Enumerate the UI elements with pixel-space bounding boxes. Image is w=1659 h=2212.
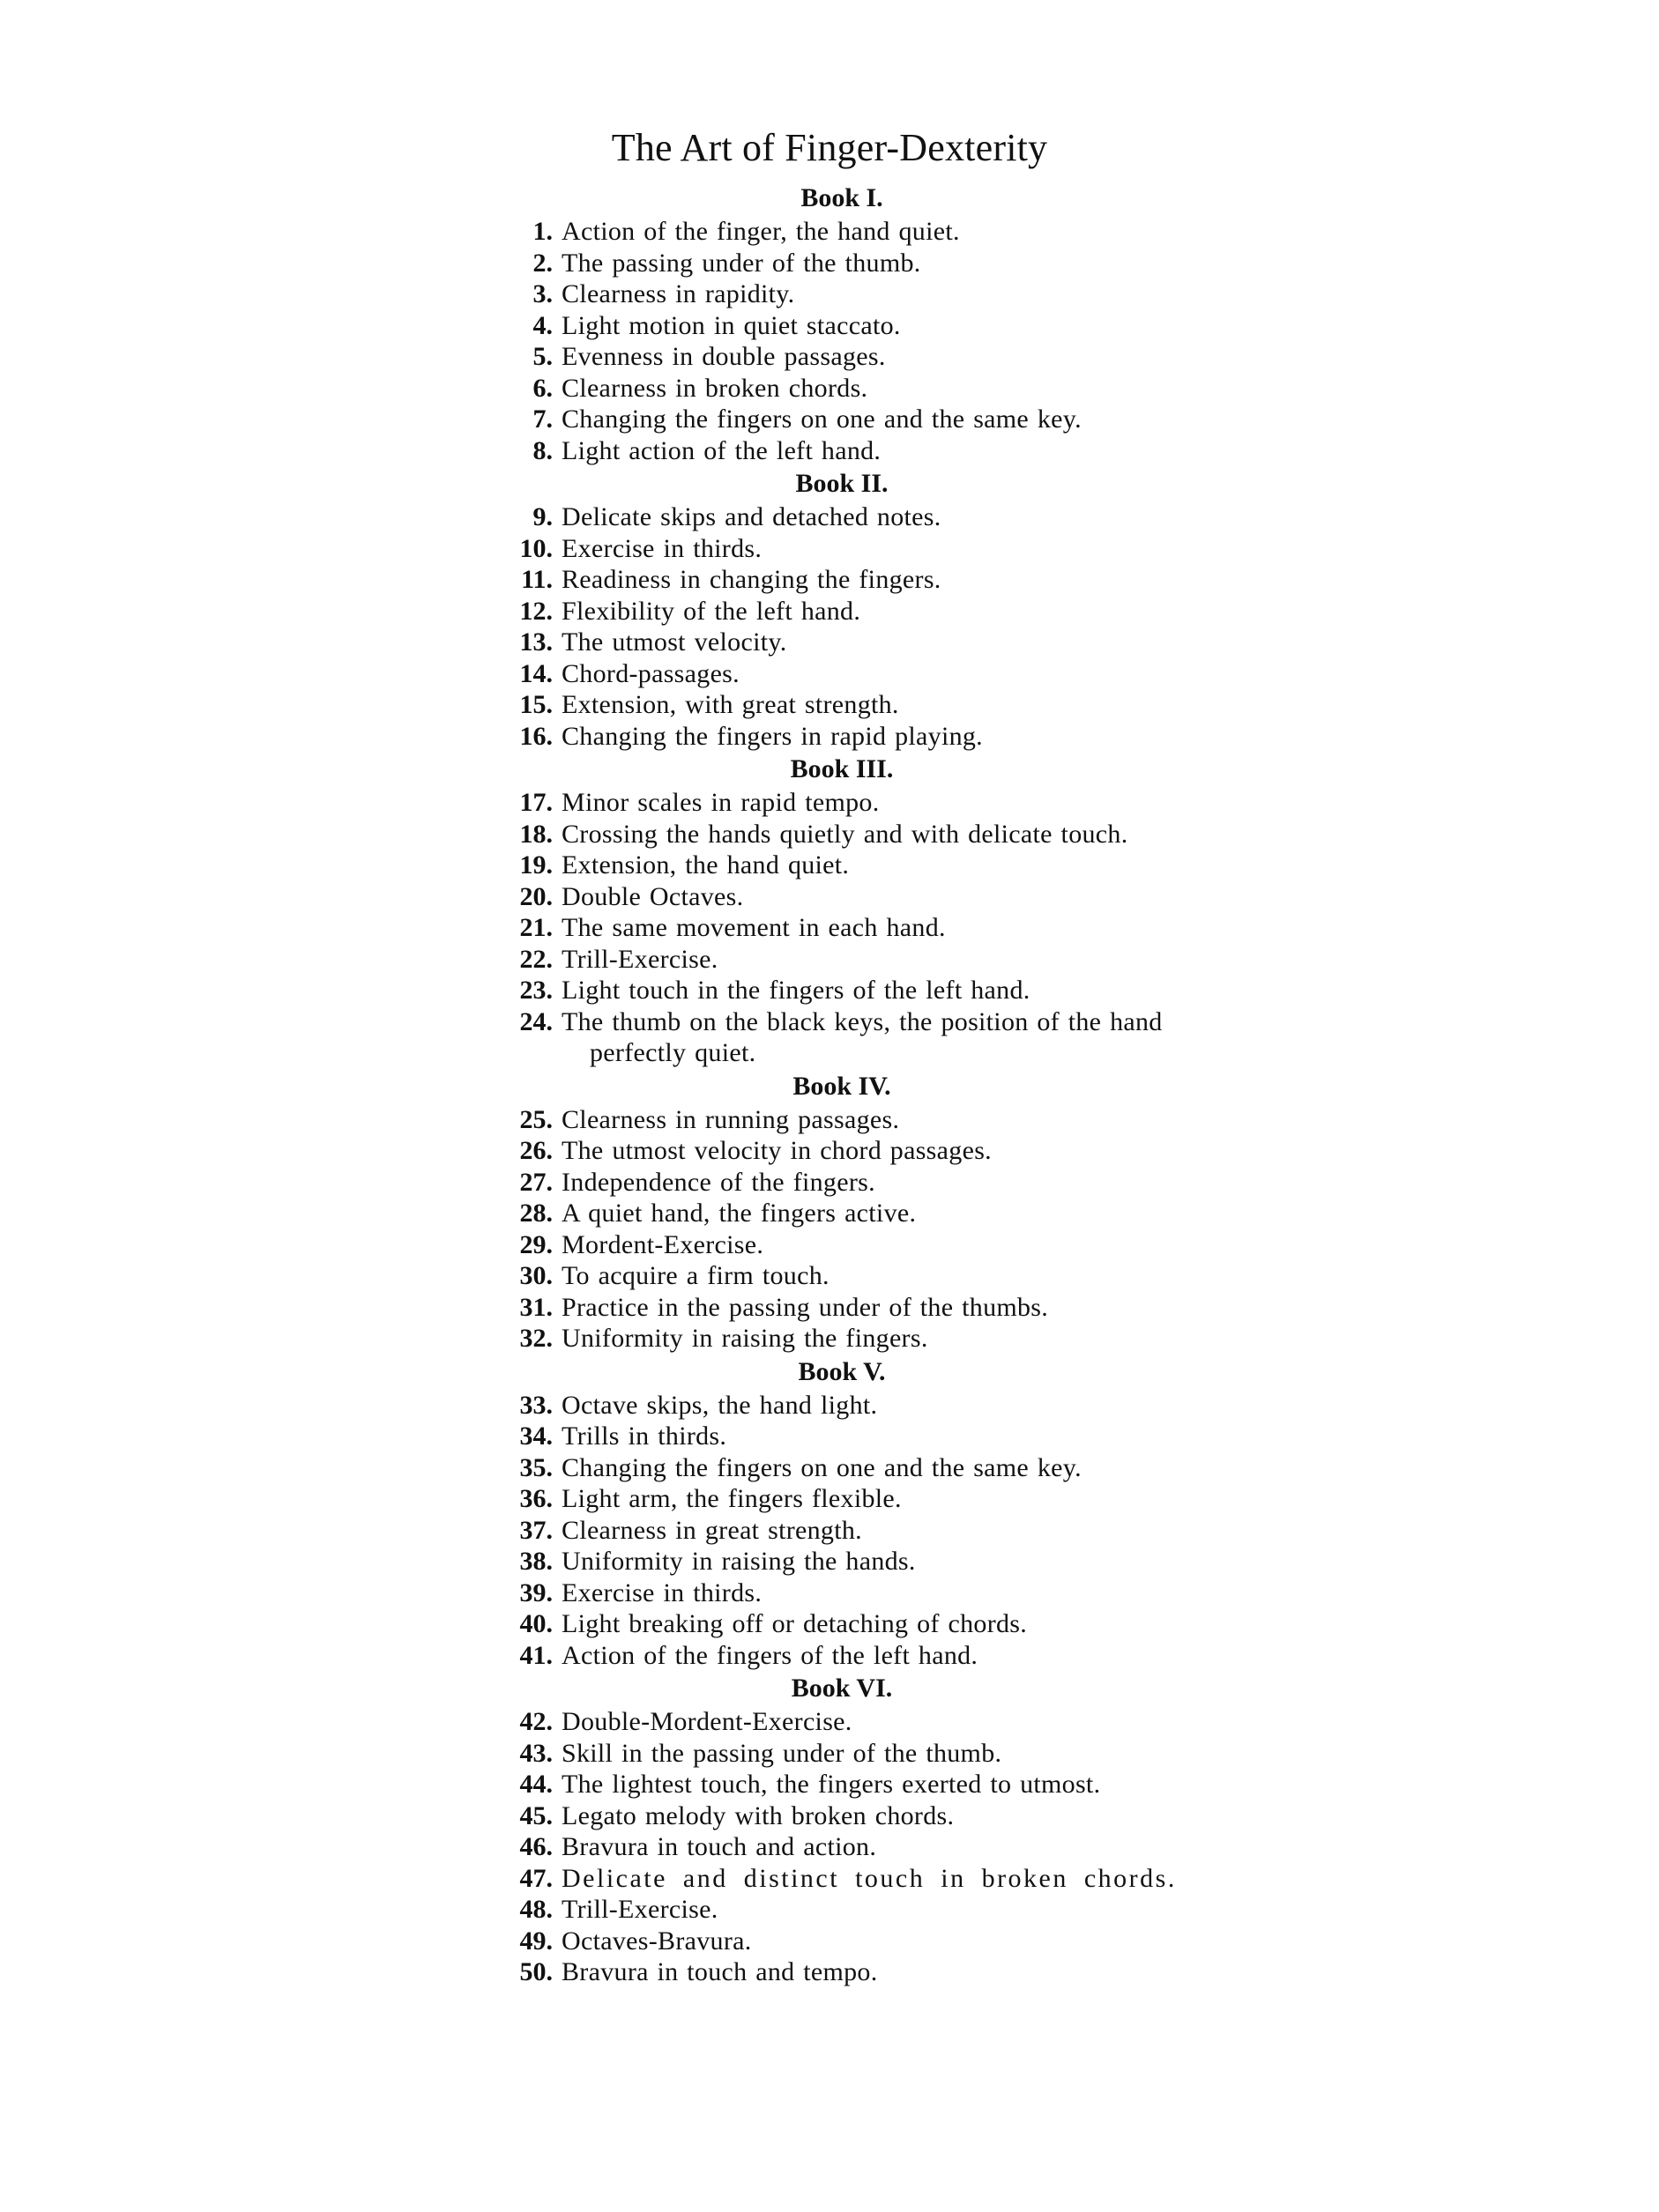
item-text: Minor scales in rapid tempo. — [562, 788, 880, 817]
item-text: Legato melody with broken chords. — [562, 1800, 955, 1830]
item-text: Uniformity in raising the hands. — [562, 1547, 916, 1576]
item-number: 25. — [519, 1104, 553, 1134]
list-item — [498, 435, 1186, 467]
item-text: Crossing the hands quietly and with delicate touch. — [562, 819, 1128, 849]
item-text: The passing under of the thumb. — [562, 248, 921, 278]
book-heading: Book II. — [795, 469, 889, 498]
item-text: Uniformity in raising the fingers. — [562, 1324, 928, 1353]
item-text: Action of the fingers of the left hand. — [562, 1640, 978, 1670]
item-text: To acquire a firm touch. — [562, 1261, 830, 1290]
list-item — [498, 278, 1186, 310]
item-number: 2. — [532, 248, 553, 278]
item-number: 33. — [519, 1390, 553, 1420]
list-item — [498, 1229, 1186, 1261]
list-item — [498, 850, 1186, 881]
item-number: 28. — [519, 1199, 553, 1228]
item-text: Clearness in running passages. — [562, 1104, 900, 1134]
item-number: 24. — [519, 1006, 553, 1036]
item-text: Delicate skips and detached notes. — [562, 502, 941, 531]
item-number: 17. — [519, 788, 553, 817]
item-text: Skill in the passing under of the thumb. — [562, 1738, 1002, 1768]
item-text: Chord-passages. — [562, 658, 740, 688]
item-text: Trill-Exercise. — [562, 944, 718, 974]
list-item — [498, 1135, 1186, 1167]
list-item — [498, 1769, 1186, 1800]
item-number: 27. — [519, 1167, 553, 1197]
list-item — [498, 596, 1186, 627]
item-text: Readiness in changing the fingers. — [562, 565, 941, 594]
item-text: Octaves-Bravura. — [562, 1926, 752, 1956]
item-number: 9. — [532, 502, 553, 531]
item-number: 46. — [519, 1832, 553, 1861]
item-number: 29. — [519, 1229, 553, 1259]
list-item — [498, 216, 1186, 248]
item-number: 23. — [519, 976, 553, 1005]
list-item — [498, 721, 1186, 753]
item-text: Flexibility of the left hand. — [562, 596, 861, 626]
item-number: 41. — [519, 1640, 553, 1670]
item-text: Octave skips, the hand light. — [562, 1390, 878, 1420]
item-text: Delicate and distinct touch in broken chords. — [562, 1863, 1177, 1893]
item-text: A quiet hand, the fingers active. — [562, 1199, 917, 1228]
list-item — [498, 533, 1186, 565]
item-text: Clearness in great strength. — [562, 1515, 862, 1545]
item-text: Changing the fingers on one and the same key. — [562, 1452, 1082, 1482]
item-text: Light touch in the fingers of the left hand. — [562, 976, 1030, 1005]
item-number: 50. — [519, 1957, 553, 1986]
item-number: 7. — [532, 405, 553, 434]
table-of-contents — [498, 181, 1186, 1988]
item-number: 3. — [532, 279, 553, 308]
item-text: Mordent-Exercise. — [562, 1229, 764, 1259]
item-number: 14. — [519, 658, 553, 688]
item-number: 11. — [521, 565, 553, 594]
item-number: 39. — [519, 1577, 553, 1607]
list-item — [498, 1515, 1186, 1547]
list-item — [498, 1956, 1186, 1988]
item-number: 10. — [519, 533, 553, 563]
list-item — [498, 1104, 1186, 1136]
item-text: Light arm, the fingers flexible. — [562, 1484, 902, 1513]
item-number: 26. — [519, 1136, 553, 1165]
item-text: Exercise in thirds. — [562, 533, 763, 563]
item-number: 48. — [519, 1895, 553, 1924]
item-number: 38. — [519, 1547, 553, 1576]
item-number: 21. — [519, 913, 553, 942]
page-title: The Art of Finger-Dexterity — [611, 126, 1048, 169]
item-number: 13. — [519, 627, 553, 657]
item-text: The same movement in each hand. — [562, 913, 946, 942]
list-item — [498, 1452, 1186, 1484]
item-number: 20. — [519, 881, 553, 911]
list-item — [498, 1926, 1186, 1957]
item-number: 47. — [519, 1863, 553, 1893]
item-text: Bravura in touch and tempo. — [562, 1957, 878, 1986]
list-item — [498, 373, 1186, 405]
item-number: 45. — [519, 1800, 553, 1830]
book-heading: Book I. — [800, 183, 883, 212]
item-text: Trill-Exercise. — [562, 1895, 718, 1924]
list-item — [498, 1292, 1186, 1324]
item-number: 8. — [532, 435, 553, 465]
list-item — [498, 1831, 1186, 1863]
item-text: The utmost velocity. — [562, 627, 787, 657]
list-item — [498, 310, 1186, 342]
item-text: The utmost velocity in chord passages. — [562, 1136, 992, 1165]
list-item — [498, 501, 1186, 533]
item-text: Exercise in thirds. — [562, 1577, 763, 1607]
list-item — [498, 819, 1186, 850]
list-item — [498, 341, 1186, 373]
item-number: 35. — [519, 1452, 553, 1482]
item-text: Trills in thirds. — [562, 1421, 727, 1451]
item-text: Clearness in rapidity. — [562, 279, 795, 308]
list-item — [498, 564, 1186, 596]
list-item — [498, 1608, 1186, 1640]
item-text: The thumb on the black keys, the position of the hand perfectly quiet. — [562, 1006, 1163, 1067]
item-text: The lightest touch, the fingers exerted to utmost. — [562, 1770, 1101, 1799]
list-item — [498, 1198, 1186, 1229]
list-item — [498, 1323, 1186, 1355]
list-item — [498, 912, 1186, 944]
item-text: Independence of the fingers. — [562, 1167, 875, 1197]
item-number: 30. — [519, 1261, 553, 1290]
item-text: Clearness in broken chords. — [562, 373, 868, 403]
item-number: 42. — [519, 1707, 553, 1736]
list-item — [498, 404, 1186, 435]
item-text: Extension, the hand quiet. — [562, 850, 850, 880]
item-number: 15. — [519, 690, 553, 719]
item-text: Double Octaves. — [562, 881, 744, 911]
item-number: 43. — [519, 1738, 553, 1768]
list-item — [498, 1006, 1186, 1069]
item-number: 32. — [519, 1324, 553, 1353]
list-item — [498, 787, 1186, 819]
item-number: 49. — [519, 1926, 553, 1956]
item-number: 31. — [519, 1292, 553, 1322]
item-number: 34. — [519, 1421, 553, 1451]
list-item — [498, 1706, 1186, 1738]
item-number: 19. — [519, 850, 553, 880]
list-item — [498, 1167, 1186, 1199]
item-number: 37. — [519, 1515, 553, 1545]
item-text: Light action of the left hand. — [562, 435, 882, 465]
item-number: 44. — [519, 1770, 553, 1799]
list-item — [498, 1894, 1186, 1926]
list-item — [498, 248, 1186, 279]
list-item — [498, 1800, 1186, 1832]
book-heading: Book III. — [790, 754, 894, 783]
item-text: Evenness in double passages. — [562, 342, 886, 371]
list-item — [498, 1546, 1186, 1577]
item-number: 4. — [532, 310, 553, 340]
item-text: Changing the fingers in rapid playing. — [562, 721, 983, 751]
item-text: Changing the fingers on one and the same key. — [562, 405, 1082, 434]
item-text: Practice in the passing under of the thumbs. — [562, 1292, 1049, 1322]
item-number: 5. — [532, 342, 553, 371]
list-item — [498, 1390, 1186, 1421]
book-heading: Book IV. — [792, 1071, 891, 1101]
item-number: 22. — [519, 944, 553, 974]
item-text: Action of the finger, the hand quiet. — [562, 217, 960, 246]
list-item — [498, 1421, 1186, 1452]
list-item — [498, 975, 1186, 1006]
item-text: Extension, with great strength. — [562, 690, 899, 719]
item-number: 12. — [519, 596, 553, 626]
item-text: Light motion in quiet staccato. — [562, 310, 901, 340]
book-heading: Book V. — [798, 1356, 886, 1386]
list-item — [498, 881, 1186, 913]
list-item — [498, 658, 1186, 690]
list-item — [498, 627, 1186, 658]
item-number: 36. — [519, 1484, 553, 1513]
item-number: 1. — [532, 217, 553, 246]
item-number: 18. — [519, 819, 553, 849]
list-item — [498, 944, 1186, 976]
item-text: Double-Mordent-Exercise. — [562, 1707, 852, 1736]
list-item — [498, 1863, 1186, 1895]
item-number: 40. — [519, 1609, 553, 1638]
list-item — [498, 689, 1186, 721]
list-item — [498, 1483, 1186, 1515]
item-text: Bravura in touch and action. — [562, 1832, 877, 1861]
list-item — [498, 1577, 1186, 1609]
book-heading: Book VI. — [791, 1674, 893, 1703]
item-number: 6. — [532, 373, 553, 403]
list-item — [498, 1738, 1186, 1770]
item-text: Light breaking off or detaching of chords. — [562, 1609, 1028, 1638]
list-item — [498, 1260, 1186, 1292]
list-item — [498, 1640, 1186, 1672]
item-number: 16. — [519, 721, 553, 751]
